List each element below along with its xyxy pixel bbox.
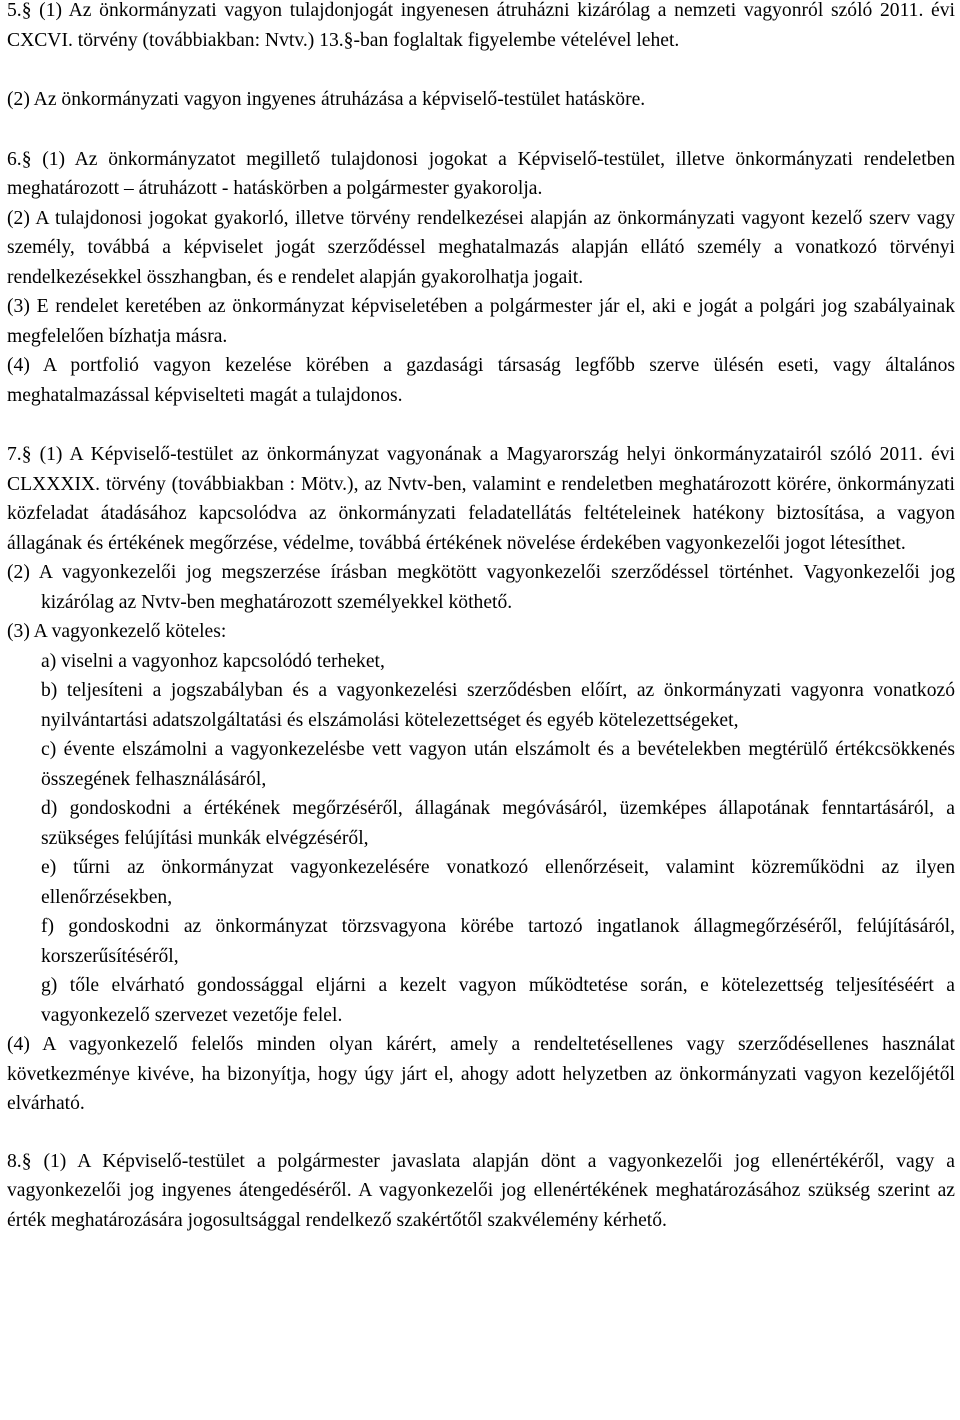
section-7-paragraph-1: 7.§ (1) A Képviselő-testület az önkormányzat vagyonának a Magyarország helyi önkormányzatairól szóló 2011. évi CLXXXIX. törvény (továbbiakban : Mötv.), az Nvtv-ben, valamint e rendeletben meghatározott körére, önkormányzati közfeladat átadásához kapcsolódva az önkormányzati feladatellátás feltételeinek hatékony biztosítása, a vagyon állagának és értékének megőrzése, védelme, továbbá értékének növelése érdekében vagyonkezelői jogot létesíthet.	[7, 444, 955, 554]
document-page	[7, 0, 955, 1235]
list-item-c: c) évente elszámolni a vagyonkezelésbe vett vagyon után elszámolt és a bevételekben megtérülő értékcsökkenés összegének felhasználásáról,	[41, 739, 955, 790]
spacer	[7, 410, 955, 440]
section-7	[7, 440, 955, 1119]
spacer	[7, 115, 955, 145]
spacer	[7, 55, 955, 85]
section-5	[7, 0, 955, 115]
section-6-paragraph-3: (3) E rendelet keretében az önkormányzat képviseletében a polgármester jár el, aki e jogát a polgári jog szabályainak megfelelően bízhatja másra.	[7, 296, 955, 347]
section-6-paragraph-4: (4) A portfolió vagyon kezelése körében a gazdasági társaság legfőbb szerve ülésén eseti, vagy általános meghatalmazással képviselteti magát a tulajdonos.	[7, 355, 955, 406]
section-7-paragraph-4: (4) A vagyonkezelő felelős minden olyan kárért, amely a rendeltetésellenes vagy szerződésellenes használat következménye kivéve, ha bizonyítja, hogy úgy járt el, ahogy adott helyzetben az önkormányzati vagyon kezelőjétől elvárható.	[7, 1034, 955, 1114]
section-6-paragraph-2: (2) A tulajdonosi jogokat gyakorló, illetve törvény rendelkezései alapján az önkormányzati vagyont kezelő szerv vagy személy, továbbá a képviselet jogát szerződéssel meghatalmazás alapján ellátó személy a vonatkozó törvényi rendelkezésekkel összhangban, és e rendelet alapján gyakorolhatja jogait.	[7, 207, 955, 288]
section-6-paragraph-1: 6.§ (1) Az önkormányzatot megillető tulajdonosi jogokat a Képviselő-testület, illetve önkormányzati rendeletben meghatározott – átruházott - hatáskörben a polgármester gyakorolja.	[7, 148, 955, 199]
section-8	[7, 1147, 955, 1236]
section-6	[7, 145, 955, 411]
section-7-paragraph-2: (2) A vagyonkezelői jog megszerzése írásban megkötött vagyonkezelői szerződéssel történhet. Vagyonkezelői jog kizárólag az Nvtv-ben meghatározott személyekkel köthető.	[7, 562, 955, 613]
section-5-paragraph-1: 5.§ (1) Az önkormányzati vagyon tulajdonjogát ingyenesen átruházni kizárólag a nemzeti vagyonról szóló 2011. évi CXCVI. törvény (továbbiakban: Nvtv.) 13.§-ban foglaltak figyelembe vételével lehet.	[7, 0, 955, 51]
list-item-b: b) teljesíteni a jogszabályban és a vagyonkezelési szerződésben előírt, az önkormányzati vagyonra vonatkozó nyilvántartási adatszolgáltatási és elszámolási kötelezettséget és egyéb kötelezettségeket,	[41, 680, 955, 731]
section-7-paragraph-3-intro: (3) A vagyonkezelő köteles:	[7, 621, 227, 642]
section-5-paragraph-2: (2) Az önkormányzati vagyon ingyenes átruházása a képviselő-testület hatásköre.	[7, 89, 646, 110]
list-item-g: g) tőle elvárható gondossággal eljárni a kezelt vagyon működtetése során, e kötelezettség teljesítéséért a vagyonkezelő szervezet vezetője felel.	[41, 975, 955, 1026]
list-item-d: d) gondoskodni a értékének megőrzéséről, állagának megóvásáról, üzemképes állapotának fenntartásáról, a szükséges felújítási munkák elvégzéséről,	[41, 798, 955, 849]
section-8-paragraph-1: 8.§ (1) A Képviselő-testület a polgármester javaslata alapján dönt a vagyonkezelői jog ellenértékéről, vagy a vagyonkezelői jog ingyenes átengedéséről. A vagyonkezelői jog ellenértékének meghatározásához szükség szerint az érték meghatározására jogosultsággal rendelkező szakértőtől szakvélemény kérhető.	[7, 1150, 955, 1231]
list-item-a: a) viselni a vagyonhoz kapcsolódó terheket,	[41, 650, 385, 672]
spacer	[7, 1119, 955, 1147]
list-item-e: e) tűrni az önkormányzat vagyonkezelésére vonatkozó ellenőrzéseit, valamint közreműködni az ilyen ellenőrzésekben,	[41, 857, 955, 908]
list-item-f: f) gondoskodni az önkormányzat törzsvagyona körébe tartozó ingatlanok állagmegőrzéséről, felújításáról, korszerűsítéséről,	[41, 916, 955, 967]
